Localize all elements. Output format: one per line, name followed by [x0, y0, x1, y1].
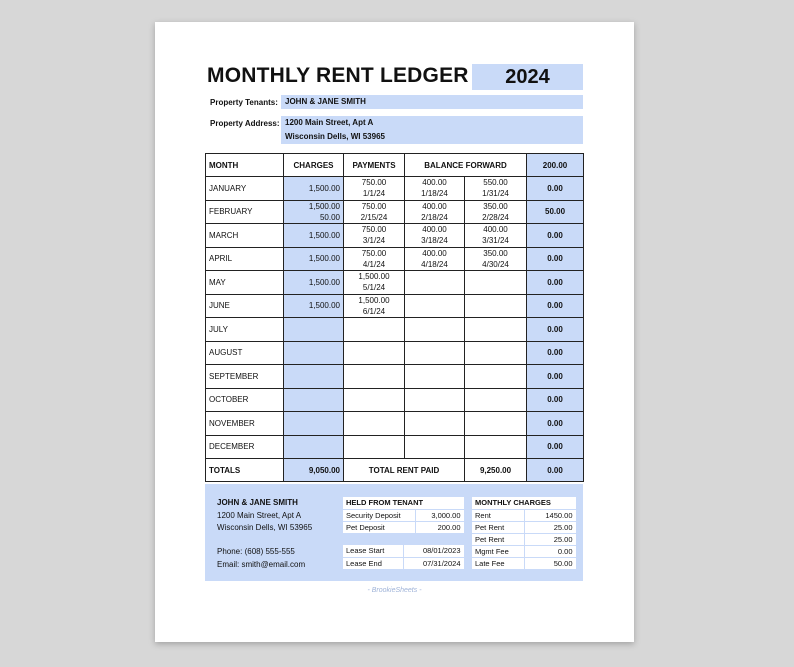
payment-3-line: 550.00 — [483, 178, 508, 188]
payment-2-line: 2/18/24 — [421, 212, 448, 222]
payment-cell[interactable] — [405, 177, 465, 201]
payment-cell[interactable] — [465, 435, 527, 459]
payment-2-line: 3/18/24 — [421, 236, 448, 246]
total-balance: 0.00 — [527, 459, 584, 482]
payment-cell[interactable] — [465, 341, 527, 365]
payment-cell[interactable] — [344, 412, 405, 436]
balance-cell[interactable]: 0.00 — [527, 341, 584, 365]
payment-1 — [344, 201, 404, 223]
lease-row — [343, 545, 464, 557]
month-name: JULY — [206, 318, 284, 342]
payment-3 — [465, 201, 526, 223]
charges-cell[interactable] — [284, 412, 344, 436]
payment-2 — [405, 201, 464, 223]
payment-cell[interactable] — [465, 247, 527, 271]
charge-amounts-line: 1,500.00 — [308, 301, 340, 311]
lease-value[interactable]: 08/01/2023 — [403, 545, 464, 557]
payment-2 — [405, 248, 464, 270]
payment-cell[interactable] — [405, 365, 465, 389]
monthly-label: Pet Rent — [472, 533, 524, 545]
monthly-label: Late Fee — [472, 557, 524, 569]
payment-cell[interactable] — [465, 177, 527, 201]
held-row — [343, 521, 464, 533]
balance-cell[interactable]: 0.00 — [527, 318, 584, 342]
payment-2-line: 400.00 — [422, 225, 447, 235]
charges-cell[interactable] — [284, 294, 344, 318]
payment-1 — [344, 295, 404, 317]
month-name: DECEMBER — [206, 435, 284, 459]
payment-cell[interactable] — [405, 388, 465, 412]
monthly-label: Pet Rent — [472, 521, 524, 533]
payment-cell[interactable] — [344, 435, 405, 459]
lease-value[interactable]: 07/31/2024 — [403, 557, 464, 569]
payment-cell[interactable] — [405, 271, 465, 295]
payment-cell[interactable] — [405, 247, 465, 271]
charge-amounts — [284, 253, 340, 264]
payment-1-line: 3/1/24 — [362, 236, 386, 246]
monthly-label: Mgmt Fee — [472, 545, 524, 557]
total-rent-paid: 9,250.00 — [465, 459, 527, 482]
payment-cell[interactable] — [465, 412, 527, 436]
month-row — [206, 271, 584, 295]
payment-3 — [465, 248, 526, 270]
tenants-value: JOHN & JANE SMITH — [285, 97, 366, 106]
owner-name: JOHN & JANE SMITH — [217, 498, 298, 507]
charges-cell[interactable] — [284, 365, 344, 389]
payment-cell[interactable] — [344, 200, 405, 224]
month-name: JANUARY — [206, 177, 284, 201]
payments-header: PAYMENTS — [344, 154, 405, 177]
total-rent-paid-label: TOTAL RENT PAID — [344, 459, 465, 482]
month-row — [206, 200, 584, 224]
balance-cell[interactable]: 0.00 — [527, 177, 584, 201]
month-row — [206, 318, 584, 342]
charge-amounts — [284, 201, 340, 223]
lease-label: Lease End — [343, 557, 403, 569]
page-title: MONTHLY RENT LEDGER — [207, 64, 469, 87]
payment-1 — [344, 271, 404, 293]
held-title: HELD FROM TENANT — [343, 497, 464, 509]
ledger-header-row — [206, 154, 584, 177]
totals-label: TOTALS — [206, 459, 284, 482]
month-name: OCTOBER — [206, 388, 284, 412]
ledger-page — [155, 22, 634, 642]
payment-3-line: 400.00 — [483, 225, 508, 235]
lease-label: Lease Start — [343, 545, 403, 557]
payment-1-line: 1,500.00 — [358, 272, 390, 282]
payment-2 — [405, 177, 464, 199]
monthly-value[interactable]: 1450.00 — [524, 509, 576, 521]
month-row — [206, 177, 584, 201]
address-label: Property Address: — [210, 119, 280, 128]
balance-cell[interactable]: 0.00 — [527, 247, 584, 271]
monthly-row — [472, 545, 576, 557]
charges-cell[interactable] — [284, 247, 344, 271]
payment-3-line: 3/31/24 — [482, 236, 509, 246]
tenants-field[interactable] — [281, 95, 583, 109]
monthly-value[interactable]: 50.00 — [524, 557, 576, 569]
charge-amounts — [284, 277, 340, 288]
monthly-title: MONTHLY CHARGES — [472, 497, 576, 509]
month-row — [206, 365, 584, 389]
payment-cell[interactable] — [405, 341, 465, 365]
monthly-value[interactable]: 25.00 — [524, 521, 576, 533]
brand-credit: - BrookieSheets - — [367, 587, 422, 594]
month-row — [206, 247, 584, 271]
balance-cell[interactable]: 50.00 — [527, 200, 584, 224]
charge-amounts — [284, 230, 340, 241]
month-row — [206, 412, 584, 436]
payment-1-line: 5/1/24 — [362, 283, 386, 293]
tenants-label: Property Tenants: — [210, 98, 278, 107]
payment-cell[interactable] — [465, 224, 527, 248]
balance-cell[interactable]: 0.00 — [527, 271, 584, 295]
payment-1-line: 1,500.00 — [358, 295, 390, 305]
payment-cell[interactable] — [344, 365, 405, 389]
payment-3 — [465, 224, 526, 246]
totals-row — [206, 459, 584, 482]
owner-address-line2: Wisconsin Dells, WI 53965 — [217, 523, 313, 532]
payment-1 — [344, 224, 404, 246]
charges-cell[interactable] — [284, 200, 344, 224]
payment-3-line: 1/31/24 — [482, 189, 509, 199]
month-name: SEPTEMBER — [206, 365, 284, 389]
charge-amounts — [284, 183, 340, 194]
payment-2 — [405, 224, 464, 246]
payment-3-line: 350.00 — [483, 248, 508, 258]
payment-cell[interactable] — [405, 294, 465, 318]
month-name: AUGUST — [206, 341, 284, 365]
owner-address-line1: 1200 Main Street, Apt A — [217, 511, 302, 520]
month-header: MONTH — [206, 154, 284, 177]
held-value[interactable]: 200.00 — [415, 521, 464, 533]
month-name: APRIL — [206, 247, 284, 271]
month-name: JUNE — [206, 294, 284, 318]
payment-1-line: 750.00 — [361, 178, 387, 188]
payment-3-line: 350.00 — [483, 201, 508, 211]
charges-cell[interactable] — [284, 318, 344, 342]
month-name: MARCH — [206, 224, 284, 248]
monthly-row — [472, 509, 576, 521]
held-row — [343, 509, 464, 521]
payment-1-line: 2/15/24 — [360, 212, 388, 222]
payment-cell[interactable] — [344, 294, 405, 318]
month-name: NOVEMBER — [206, 412, 284, 436]
payment-2-line: 1/18/24 — [421, 189, 448, 199]
monthly-label: Rent — [472, 509, 524, 521]
month-row — [206, 294, 584, 318]
charge-amounts-line: 1,500.00 — [308, 277, 340, 287]
total-charges: 9,050.00 — [284, 459, 344, 482]
payment-cell[interactable] — [405, 435, 465, 459]
balance-cell[interactable]: 0.00 — [527, 224, 584, 248]
payment-1-line: 750.00 — [361, 225, 387, 235]
balance-cell[interactable]: 0.00 — [527, 294, 584, 318]
payment-2-line: 4/18/24 — [421, 259, 448, 269]
charge-amounts-line: 1,500.00 — [308, 230, 340, 240]
payment-2-line: 400.00 — [422, 248, 447, 258]
balance-cell[interactable]: 0.00 — [527, 435, 584, 459]
payment-cell[interactable] — [465, 388, 527, 412]
owner-email[interactable]: Email: smith@email.com — [217, 560, 306, 569]
balance-cell[interactable]: 0.00 — [527, 388, 584, 412]
monthly-row — [472, 521, 576, 533]
balance-cell[interactable]: 0.00 — [527, 412, 584, 436]
rent-ledger-table — [205, 153, 584, 482]
held-value[interactable]: 3,000.00 — [415, 509, 464, 521]
address-line1: 1200 Main Street, Apt A — [285, 118, 374, 127]
payment-cell[interactable] — [405, 412, 465, 436]
opening-balance[interactable]: 200.00 — [527, 154, 584, 177]
balance-forward-header: BALANCE FORWARD — [405, 154, 527, 177]
payment-2-line: 400.00 — [422, 201, 447, 211]
payment-cell[interactable] — [344, 177, 405, 201]
payment-cell[interactable] — [465, 294, 527, 318]
monthly-charges-table — [472, 497, 577, 570]
month-row — [206, 388, 584, 412]
monthly-row — [472, 533, 576, 545]
payment-cell[interactable] — [344, 318, 405, 342]
payment-3-line: 4/30/24 — [482, 259, 509, 269]
charge-amounts — [284, 300, 340, 311]
payment-cell[interactable] — [344, 341, 405, 365]
month-row — [206, 341, 584, 365]
payment-cell[interactable] — [344, 224, 405, 248]
charge-amounts-line: 50.00 — [319, 212, 340, 222]
payment-1 — [344, 248, 404, 270]
charges-cell[interactable] — [284, 435, 344, 459]
owner-phone: Phone: (608) 555-555 — [217, 547, 295, 556]
monthly-value[interactable]: 0.00 — [524, 545, 576, 557]
payment-cell[interactable] — [344, 271, 405, 295]
month-name: MAY — [206, 271, 284, 295]
payment-cell[interactable] — [344, 388, 405, 412]
payment-cell[interactable] — [465, 365, 527, 389]
balance-cell[interactable]: 0.00 — [527, 365, 584, 389]
month-name: FEBRUARY — [206, 200, 284, 224]
month-row — [206, 435, 584, 459]
payment-1 — [344, 177, 404, 199]
address-line2: Wisconsin Dells, WI 53965 — [285, 132, 385, 141]
charges-cell[interactable] — [284, 388, 344, 412]
held-label: Security Deposit — [343, 509, 415, 521]
payment-3-line: 2/28/24 — [482, 212, 509, 222]
lease-row — [343, 557, 464, 569]
charges-cell[interactable] — [284, 224, 344, 248]
payment-cell[interactable] — [465, 318, 527, 342]
payment-1-line: 1/1/24 — [362, 189, 386, 199]
payment-cell[interactable] — [465, 200, 527, 224]
payment-cell[interactable] — [465, 271, 527, 295]
payment-3 — [465, 177, 526, 199]
charge-amounts-line: 1,500.00 — [308, 201, 340, 211]
address-field[interactable] — [281, 116, 583, 144]
charges-cell[interactable] — [284, 271, 344, 295]
charge-amounts-line: 1,500.00 — [308, 254, 340, 264]
year-box: 2024 — [472, 64, 583, 90]
payment-1-line: 4/1/24 — [362, 259, 386, 269]
charges-header: CHARGES — [284, 154, 344, 177]
month-row — [206, 224, 584, 248]
payment-cell[interactable] — [405, 200, 465, 224]
charges-cell[interactable] — [284, 341, 344, 365]
charge-amounts-line: 1,500.00 — [308, 183, 340, 193]
payment-1-line: 750.00 — [361, 248, 387, 258]
footer-summary — [205, 484, 583, 581]
payment-cell[interactable] — [405, 224, 465, 248]
monthly-row — [472, 557, 576, 569]
held-label: Pet Deposit — [343, 521, 415, 533]
payment-cell[interactable] — [405, 318, 465, 342]
charges-cell[interactable] — [284, 177, 344, 201]
payment-2-line: 400.00 — [422, 178, 447, 188]
payment-cell[interactable] — [344, 247, 405, 271]
payment-1-line: 750.00 — [361, 201, 387, 211]
payment-1-line: 6/1/24 — [362, 306, 386, 316]
monthly-value[interactable]: 25.00 — [524, 533, 576, 545]
held-from-tenant-table — [343, 497, 465, 534]
lease-dates-table — [343, 545, 465, 570]
